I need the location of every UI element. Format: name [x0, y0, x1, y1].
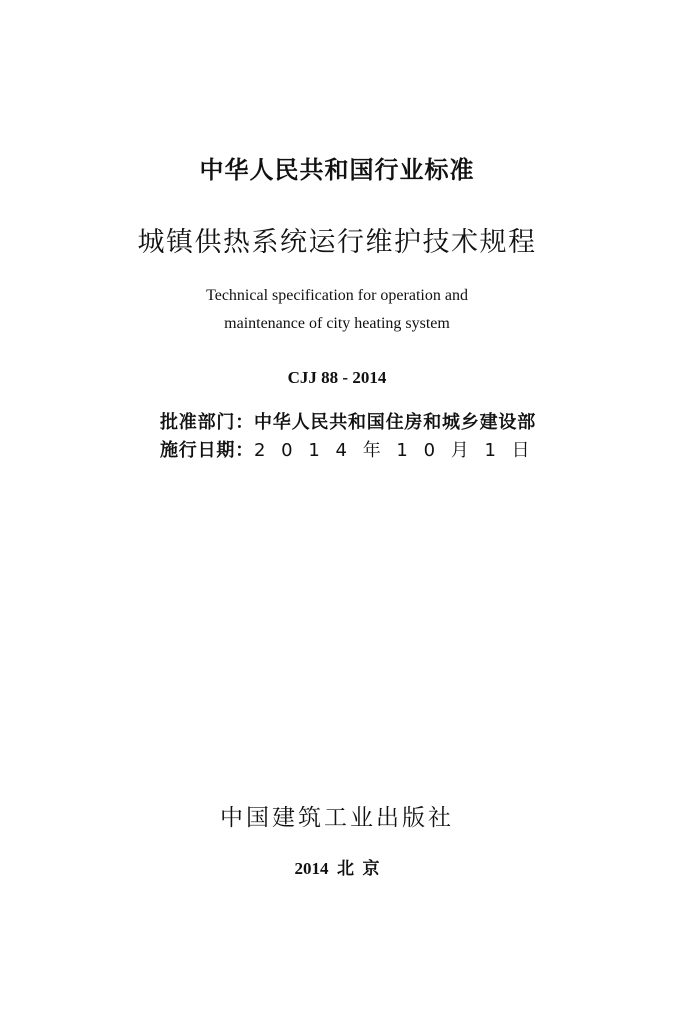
document-title-zh: 城镇供热系统运行维护技术规程: [137, 227, 537, 258]
publication-place-year: 2014 北 京: [294, 859, 380, 878]
approval-authority: 中华人民共和国住房和城乡建设部: [254, 412, 536, 433]
document-title-en-line1: Technical specification for operation and: [206, 287, 468, 304]
publisher-name: 中国建筑工业出版社: [220, 805, 454, 831]
approval-label: 批准部门：: [160, 412, 254, 433]
effective-date-line: [160, 442, 560, 460]
approval-line: [160, 414, 560, 432]
effective-date: 2 0 1 4 年 1 0 月 1 日: [254, 440, 535, 461]
document-title-en-line2: maintenance of city heating system: [224, 315, 450, 332]
standard-category: 中华人民共和国行业标准: [199, 156, 475, 184]
effective-date-label: 施行日期：: [160, 440, 254, 461]
standard-code: CJJ 88 - 2014: [287, 368, 387, 387]
